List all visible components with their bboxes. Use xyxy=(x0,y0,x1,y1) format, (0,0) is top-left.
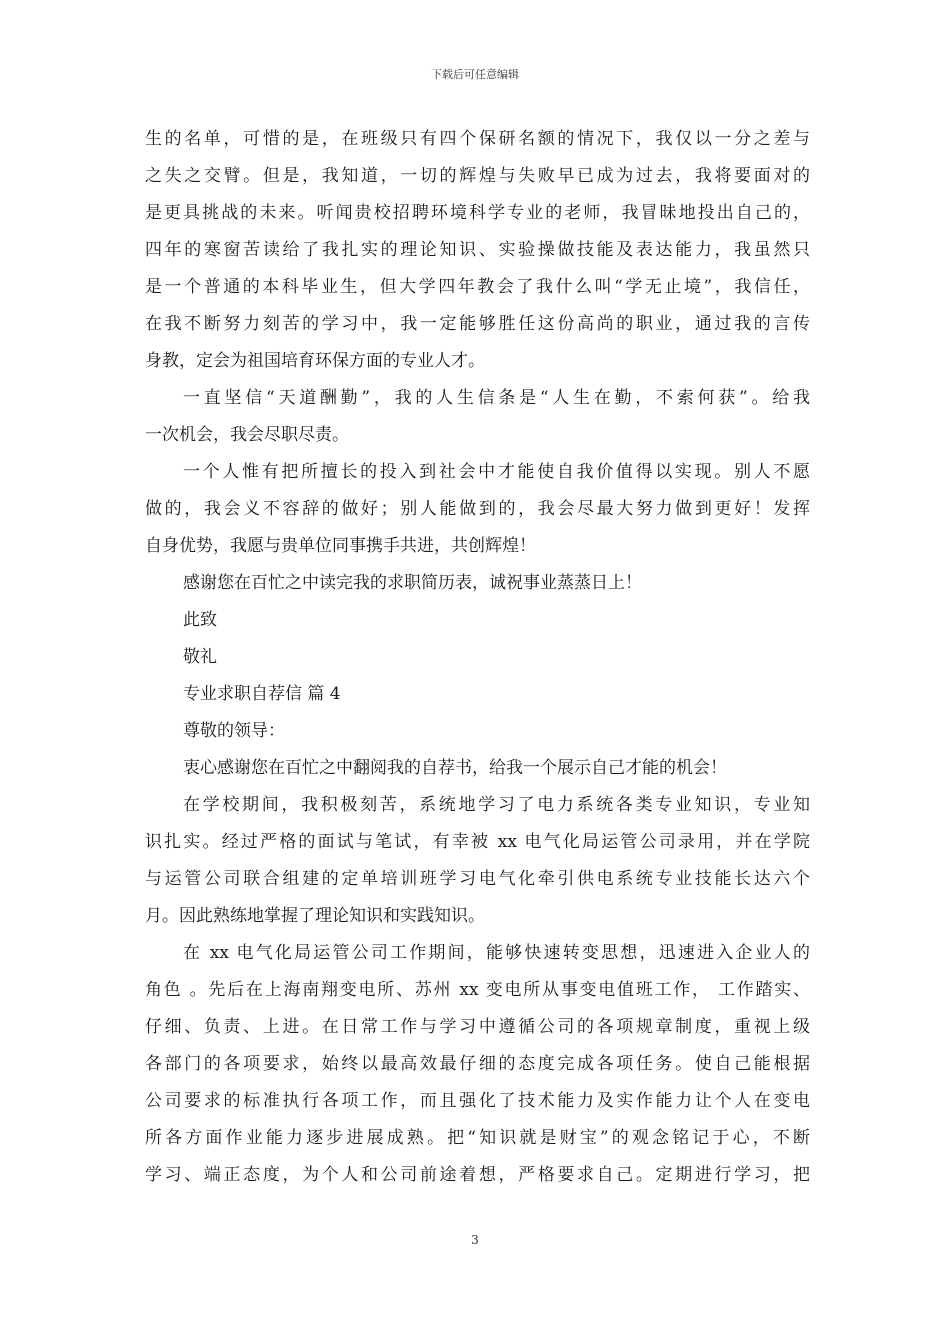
text-line: 是一个普通的本科毕业生，但大学四年教会了我什么叫“学无止境”，我信任， xyxy=(145,277,810,297)
text-line: 所各方面作业能力逐步进展成熟。把“知识就是财宝”的观念铭记于心，不断 xyxy=(145,1128,810,1148)
text-line: 仔细、负责、上进。在日常工作与学习中遵循公司的各项规章制度，重视上级 xyxy=(145,1017,810,1037)
text-line: 学习、端正态度，为个人和公司前途着想，严格要求自己。定期进行学习，把 xyxy=(145,1165,810,1185)
text-line: 身教，定会为祖国培育环保方面的专业人才。 xyxy=(145,351,485,371)
text-line: 月。因此熟练地掌握了理论知识和实践知识。 xyxy=(145,906,485,926)
page-header: 下载后可任意编辑 xyxy=(431,68,519,81)
text-line: 是更具挑战的未来。听闻贵校招聘环境科学专业的老师，我冒昧地投出自己的， xyxy=(145,203,810,223)
text-line: 一个人惟有把所擅长的投入到社会中才能使自我价值得以实现。别人不愿 xyxy=(183,462,810,482)
text-line: 衷心感谢您在百忙之中翻阅我的自荐书，给我一个展示自己才能的机会！ xyxy=(183,758,727,778)
text-line: 在学校期间，我积极刻苦，系统地学习了电力系统各类专业知识，专业知 xyxy=(183,795,810,815)
text-line: 生的名单，可惜的是，在班级只有四个保研名额的情况下，我仅以一分之差与 xyxy=(145,129,810,149)
text-line: 做的，我会义不容辞的做好；别人能做到的，我会尽最大努力做到更好！发挥 xyxy=(145,499,810,519)
text-line: 一直坚信“天道酬勤”，我的人生信条是“人生在勤，不索何获”。给我 xyxy=(183,388,810,408)
text-line: 各部门的各项要求，始终以最高效最仔细的态度完成各项任务。使自己能根据 xyxy=(145,1054,810,1074)
text-line: 尊敬的领导： xyxy=(183,721,285,741)
page-number: 3 xyxy=(471,1233,479,1247)
text-line: 识扎实。经过严格的面试与笔试，有幸被 xx 电气化局运管公司录用，并在学院 xyxy=(145,832,810,852)
text-line: 专业求职自荐信 篇 4 xyxy=(183,684,341,704)
text-line: 在我不断努力刻苦的学习中，我一定能够胜任这份高尚的职业，通过我的言传 xyxy=(145,314,810,334)
text-line: 一次机会，我会尽职尽责。 xyxy=(145,425,349,445)
text-line: 与运管公司联合组建的定单培训班学习电气化牵引供电系统专业技能长达六个 xyxy=(145,869,810,889)
text-line: 公司要求的标准执行各项工作，而且强化了技术能力及实作能力让个人在变电 xyxy=(145,1091,810,1111)
text-line: 敬礼 xyxy=(183,647,217,667)
text-line: 感谢您在百忙之中读完我的求职简历表，诚祝事业蒸蒸日上！ xyxy=(183,573,642,593)
text-line: 此致 xyxy=(183,610,217,630)
text-line: 四年的寒窗苦读给了我扎实的理论知识、实验操做技能及表达能力，我虽然只 xyxy=(145,240,810,260)
text-line: 角色 。先后在上海南翔变电所、苏州 xx 变电所从事变电值班工作， 工作踏实、 xyxy=(145,980,810,1000)
document-body xyxy=(145,121,810,1194)
text-line: 自身优势，我愿与贵单位同事携手共进，共创辉煌！ xyxy=(145,536,536,556)
text-line: 之失之交臂。但是，我知道，一切的辉煌与失败早已成为过去，我将要面对的 xyxy=(145,166,810,186)
text-line: 在 xx 电气化局运管公司工作期间，能够快速转变思想，迅速进入企业人的 xyxy=(183,943,810,963)
